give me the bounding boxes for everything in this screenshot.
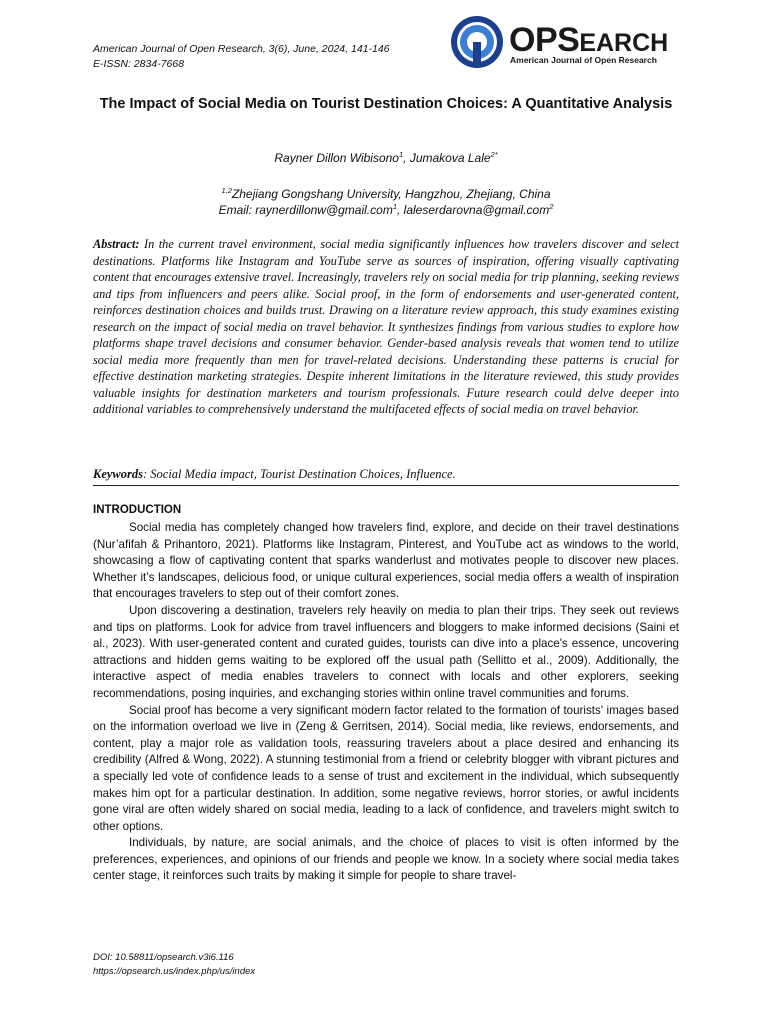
author-name: Jumakova Lale: [409, 151, 491, 165]
body-paragraph: Social proof has become a very significant modern factor related to the formation of tourists' images based on the information overload we live in (Zeng & Gerritsen, 2014). Social media, like reviews, endorsements, and content, play a major role as validation tools, reassuring travelers about a place desired and enhancing its credibility (Alfred & Wong, 2022). A stunning testimonial from a friend or celebrity blogger with vibrant pictures and a specially led vote of confidence leads to a sense of trust and excitement in the individual, which subsequently makes him opt for a particular destination. In addition, some negative reviews, horror stories, or awful incidents gone viral are often widely shared on social media, leading to a lack of confidence, and travelers might switch to other options.: [93, 703, 679, 833]
affiliation-superscript: 1,2: [221, 186, 232, 195]
keywords: [93, 467, 679, 482]
keywords-text: : Social Media impact, Tourist Destination Choices, Influence.: [143, 467, 456, 481]
keywords-divider: [93, 485, 679, 486]
logo-word-big: OPS: [509, 21, 580, 59]
author-separator: ,: [403, 151, 410, 165]
body-paragraph: Individuals, by nature, are social animals, and the choice of places to visit is often informed by the preferences, experiences, and opinions of our friends and people we know. In a society where social media takes center stage, it reinforces such traits by making it simple for people to share travel-: [93, 836, 679, 883]
abstract-label: Abstract:: [93, 237, 140, 251]
abstract: [93, 236, 679, 418]
logo-tagline: American Journal of Open Research: [510, 55, 657, 65]
footer-url[interactable]: https://opsearch.us/index.php/us/index: [93, 966, 256, 977]
body-paragraph: Social media has completely changed how travelers find, explore, and decide on their travel destinations (Nur’afifah & Prihantoro, 2021). Platforms like Instagram, Pinterest, and YouTube act as windows to the world, showcasing a flow of captivating content that sparks wanderlust and motivates people to discover new places. Whether it’s landscapes, delicious food, or unique cultural experiences, social media offers a wealth of inspiration that encourages travelers to step out of their comfort zones.: [93, 521, 679, 601]
journal-eissn: E-ISSN: 2834-7668: [93, 58, 185, 70]
author-name: Rayner Dillon Wibisono: [274, 151, 399, 165]
paper-affiliation: [93, 186, 679, 218]
affiliation-institution: $^{1,2}$Zhejiang Gongshang University, Hangzhou, Zhejiang, China: [221, 186, 551, 201]
journal-info: [93, 42, 390, 72]
body-paragraph: Upon discovering a destination, travelers rely heavily on media to plan their trips. They seek out reviews and tips on platforms. Look for advice from travel influencers and bloggers to make informed decisions (Saini et al., 2023). With user-generated content and curated guides, tourists can dive into a place's essence, uncovering attractions and hidden gems waiting to be explored off the usual path (Sellitto et al., 2009). Additionally, the interactive aspect of media enables travelers to connect with locals and other explorers, seeking recommendations, posing inquiries, and exchanging stories within online travel communities and forums.: [93, 603, 679, 700]
abstract-text: In the current travel environment, social media significantly influences how travelers discover and select destinations. Platforms like Instagram and YouTube serve as sources of inspiration, offering visually captivating content that encourages extensive travel. Increasingly, travelers rely on social media for trip planning, seeking reviews and tips from influencers and peers alike. Social proof, in the form of endorsements and user-generated content, reinforces destination choices and builds trust. Drawing on a literature review approach, this study examines existing research on the impact of social media on travel behavior. It synthesizes findings from various studies to explore how platforms shape travel decisions and consumer behavior. Gender-based analysis reveals that women tend to utilize social media more frequently than men for travel-related decisions. Understanding these patterns is crucial for effective destination marketing strategies. Despite inherent limitations in the literature reviewed, this study provides valuable insights for destination marketers and tourism professionals. Future research could delve deeper into additional variables to comprehensively understand the multifaceted effects of social media on travel behavior.: [93, 237, 679, 416]
introduction-body: [93, 520, 679, 885]
logo-word-small: EARCH: [579, 29, 669, 57]
paper-title: The Impact of Social Media on Tourist Destination Choices: A Quantitative Analysis: [99, 96, 673, 112]
author-superscript: 2*: [490, 150, 498, 159]
page-footer: [93, 951, 255, 979]
opsearch-logo-mark: [449, 14, 507, 72]
affiliation-email: Email: raynerdillonw@gmail.com$^1$, laleserdarovna@gmail.com$^2$: [218, 202, 554, 217]
paper-authors: [93, 151, 679, 165]
keywords-label: Keywords: [93, 467, 143, 481]
author-superscript: 1: [398, 150, 404, 159]
section-heading-introduction: INTRODUCTION: [93, 504, 182, 516]
footer-doi: DOI: 10.58811/opsearch.v3i6.116: [93, 952, 234, 963]
opsearch-logo: [449, 14, 679, 70]
journal-citation: American Journal of Open Research, 3(6), June, 2024, 141-146: [93, 43, 390, 55]
